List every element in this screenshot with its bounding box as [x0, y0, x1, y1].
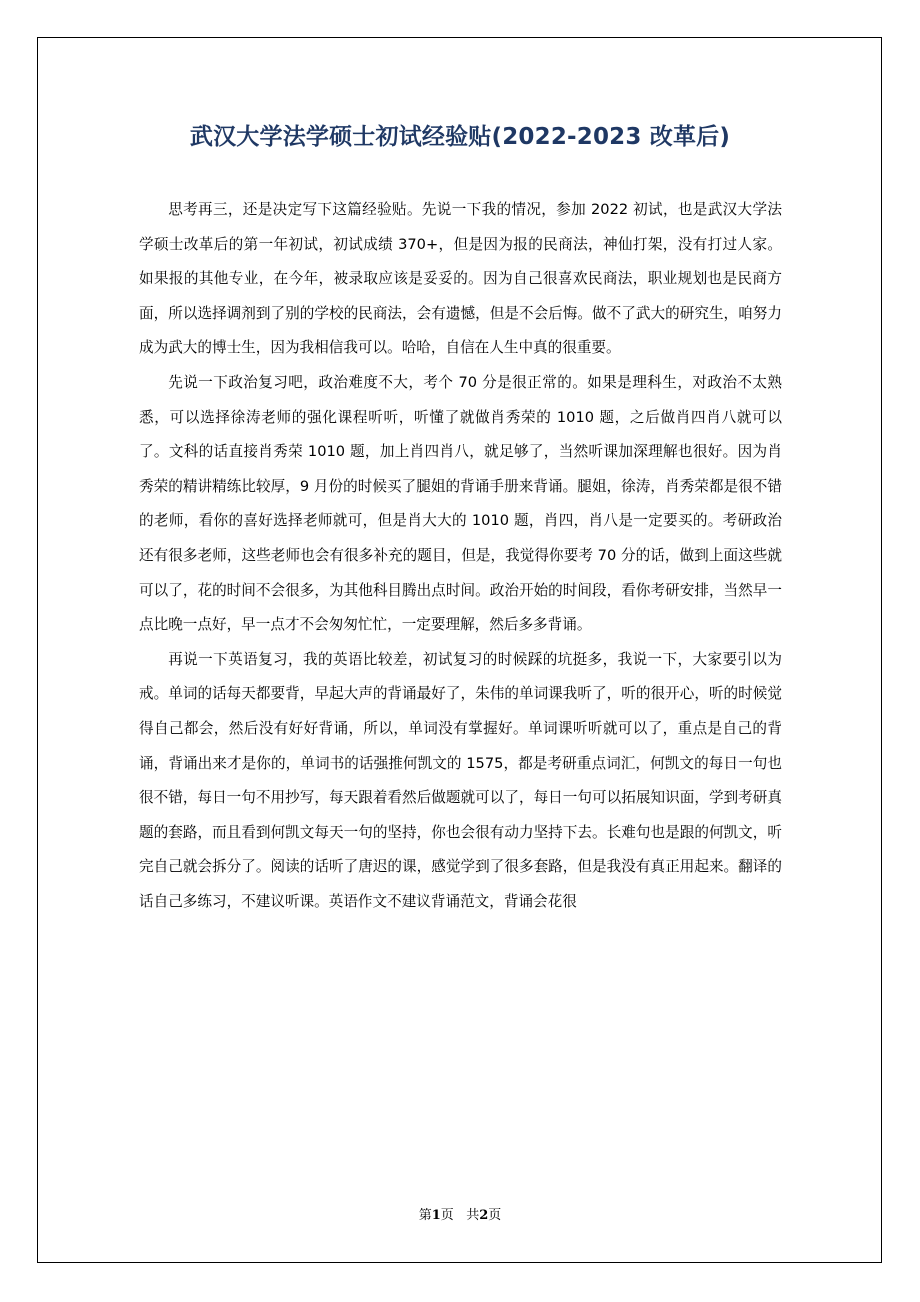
document-body [139, 193, 782, 919]
footer-total-suffix: 页 [488, 1208, 502, 1223]
current-page-number: 1 [431, 1208, 441, 1223]
footer-total-prefix: 共 [466, 1208, 480, 1223]
page-footer [0, 1207, 920, 1225]
footer-prefix: 第 [418, 1208, 432, 1223]
paragraph-politics: 先说一下政治复习吧，政治难度不大，考个 70 分是很正常的。如果是理科生，对政治不太熟悉，可以选择徐涛老师的强化课程听听，听懂了就做肖秀荣的 1010 题，之后做肖四肖八就可以了。文科的话直接肖秀荣 1010 题，加上肖四肖八，就足够了，当然听课加深理解也很好。因为肖秀荣的精讲精练比较厚，9 月份的时候买了腿姐的背诵手册来背诵。腿姐，徐涛，肖秀荣都是很不错的老师，看你的喜好选择老师就可，但是肖大大的 1010 题，肖四，肖八是一定要买的。考研政治还有很多老师，这些老师也会有很多补充的题目，但是，我觉得你要考 70 分的话，做到上面这些就可以了，花的时间不会很多，为其他科目腾出点时间。政治开始的时间段，看你考研安排，当然早一点比晚一点好，早一点才不会匆匆忙忙，一定要理解，然后多多背诵。 [139, 373, 782, 634]
paragraph-english: 再说一下英语复习，我的英语比较差，初试复习的时候踩的坑挺多，我说一下，大家要引以为戒。单词的话每天都要背，早起大声的背诵最好了，朱伟的单词课我听了，听的很开心，听的时候觉得自己都会，然后没有好好背诵，所以，单词没有掌握好。单词课听听就可以了，重点是自己的背诵，背诵出来才是你的，单词书的话强推何凯文的 1575，都是考研重点词汇，何凯文的每日一句也很不错，每日一句不用抄写，每天跟着看然后做题就可以了，每日一句可以拓展知识面，学到考研真题的套路，而且看到何凯文每天一句的坚持，你也会很有动力坚持下去。长难句也是跟的何凯文，听完自己就会拆分了。阅读的话听了唐迟的课，感觉学到了很多套路，但是我没有真正用起来。翻译的话自己多练习，不建议听课。英语作文不建议背诵范文，背诵会花很 [139, 650, 782, 910]
paragraph-intro: 思考再三，还是决定写下这篇经验贴。先说一下我的情况，参加 2022 初试，也是武汉大学法学硕士改革后的第一年初试，初试成绩 370+，但是因为报的民商法，神仙打架，没有打过人家。如果报的其他专业，在今年，被录取应该是妥妥的。因为自己很喜欢民商法，职业规划也是民商方面，所以选择调剂到了别的学校的民商法，会有遗憾，但是不会后悔。做不了武大的研究生，咱努力成为武大的博士生，因为我相信我可以。哈哈，自信在人生中真的很重要。 [139, 201, 782, 357]
document-title: 武汉大学法学硕士初试经验贴(2022-2023 改革后) [189, 124, 731, 150]
total-pages-number: 2 [479, 1208, 489, 1223]
footer-page-suffix: 页 [440, 1208, 454, 1223]
